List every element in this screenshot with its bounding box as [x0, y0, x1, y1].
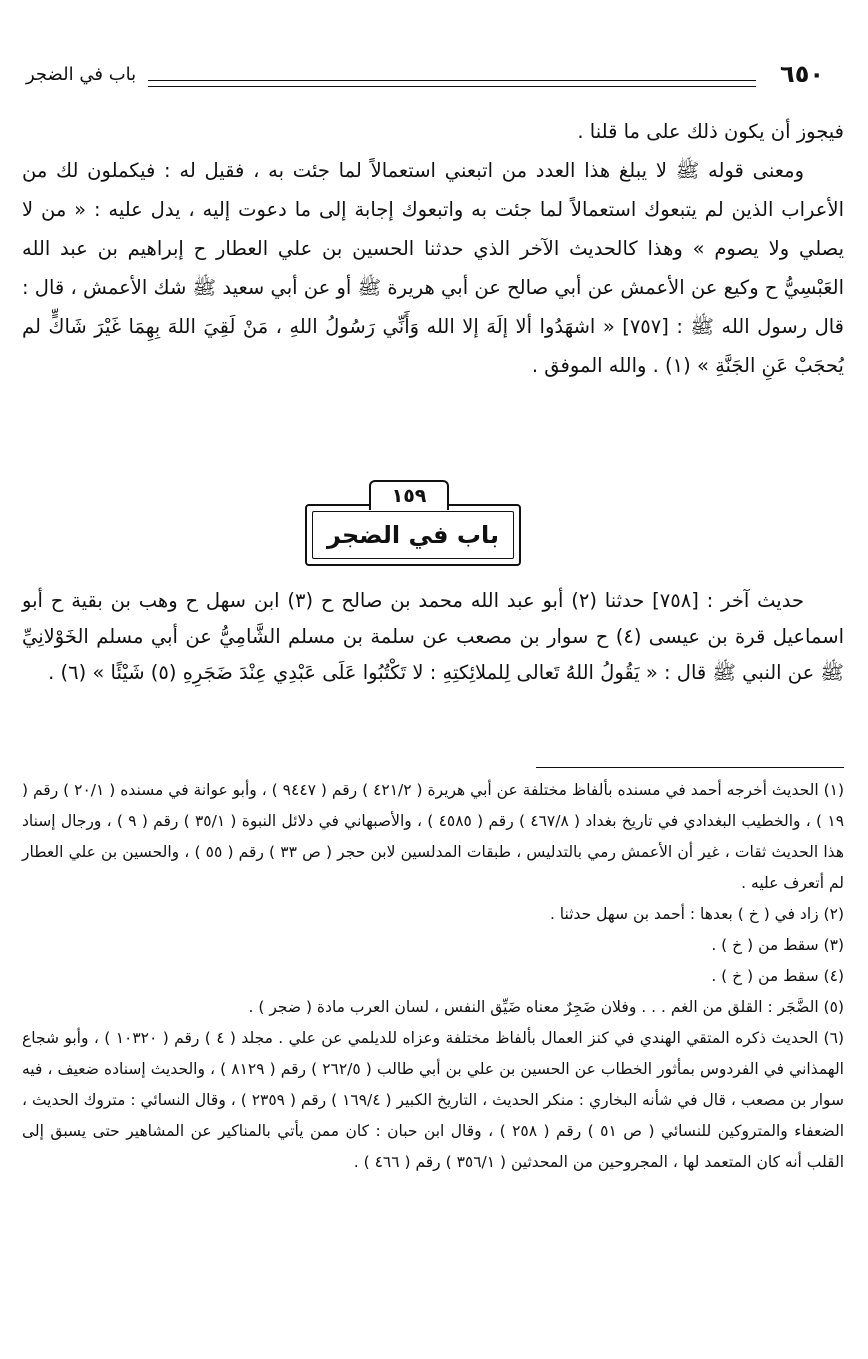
chapter-title-frame: [305, 504, 521, 566]
footnote-separator: [536, 767, 844, 768]
footnotes: [22, 775, 844, 1178]
chapter-title: باب في الضجر: [312, 511, 514, 559]
header-double-rule: [148, 80, 756, 87]
footnote-5: (٥) الضَّجَر : القلق من الغم . . . وفلان ضَجِرٌ معناه ضَيِّق النفس ، لسان العرب مادة ( ضجر ) .: [248, 998, 844, 1016]
footnote-1: (١) الحديث أخرجه أحمد في مسنده بألفاظ مختلفة عن أبي هريرة ( ٤٢١/٢ ) رقم ( ٩٤٤٧ ) ، وأبو عوانة في مسنده ( ٢٠/١ ) رقم ( ١٩ ) ، والخطيب البغدادي في تاريخ بغداد ( ٤٦٧/٨ ) رقم ( ٤٥٨٥ ) ، والأصبهاني في دلائل النبوة ( ٣٥/١ ) رقم ( ٩ ) ، ورجال إسناد هذا الحديث ثقات ، غير أن الأعمش رمي بالتدليس ، طبقات المدلسين لابن حجر ( ص ٣٣ ) رقم ( ٥٥ ) ، والحسين بن علي العطار لم أتعرف عليه .: [22, 781, 845, 892]
page-header: [26, 60, 824, 96]
hadith-paragraph: حديث آخر : [٧٥٨] حدثنا (٢) أبو عبد الله محمد بن صالح ح (٣) ابن سهل ح وهب بن بقية ح أبو اسماعيل قرة بن عيسى (٤) ح سوار بن مصعب عن سلمة بن مسلم الشَّامِيُّ عن أبي مسلم الخَوْلانِيِّ ﷺ عن النبي ﷺ قال : « يَقُولُ اللهُ تَعالى لِلملائِكتِهِ : لا تَكْتُبُوا عَلَى عَبْدِي عِنْدَ ضَجَرِهِ (٥) شَيْئًا » (٦) .: [22, 589, 844, 684]
footnote-6: (٦) الحديث ذكره المتقي الهندي في كنز العمال بألفاظ مختلفة وعزاه للديلمي عن علي . مجلد ( ٤ ) رقم ( ١٠٣٢٠ ) ، وأبو شجاع الهمذاني في الفردوس بمأثور الخطاب عن الحسين بن علي بن أبي طالب ( ٢٦٢/٥ ) رقم ( ٨١٢٩ ) ، والحديث إسناده ضعيف ، فيه سوار بن مصعب ، قال في شأنه البخاري : منكر الحديث ، التاريخ الكبير ( ١٦٩/٤ ) رقم ( ٢٣٥٩ ) ، وقال النسائي : متروك الحديث ، الضعفاء والمتروكين للنسائي ( ص ٥١ ) رقم ( ٢٥٨ ) ، وقال ابن حبان : كان ممن يأتي بالمناكير عن المشاهير حتى يسبق إلى القلب أنه كان المتعمد لها ، المجروحين من المحدثين ( ٣٥٦/١ ) رقم ( ٤٦٦ ) .: [22, 1029, 844, 1171]
footnote-2: (٢) زاد في ( خ ) بعدها : أحمد بن سهل حدثنا .: [549, 905, 844, 923]
running-title: باب في الضجر: [26, 64, 137, 85]
main-text: [22, 112, 844, 385]
footnote-4: (٤) سقط من ( خ ) .: [711, 967, 844, 985]
chapter-number: ١٥٩: [369, 480, 449, 510]
hadith-text: [22, 583, 844, 691]
main-paragraph-2: ومعنى قوله ﷺ لا يبلغ هذا العدد من اتبعني استعمالاً لما جئت به ، فقيل له : فيكملون لك من الأعراب الذين لم يتبعوك استعمالاً لما جئت به واتبعوك إجابة إلى ما دعوت إليه ، يدل عليه : « من لا يصلي ولا يصوم » وهذا كالحديث الآخر الذي حدثنا الحسين بن علي العطار ح إبراهيم بن عبد الله العَبْسِيُّ ح وكيع عن الأعمش عن أبي صالح عن أبي هريرة ﷺ أو عن أبي سعيد ﷺ شك الأعمش ، قال : قال رسول الله ﷺ : [٧٥٧] « اشهَدُوا ألا إلَهَ إلا الله وَأَنِّي رَسُولُ اللهِ ، مَنْ لَقِيَ اللهَ بِهِمَا غَيْرَ شَاكٍّ لم يُحجَبْ عَنِ الجَنَّةِ » (١) . والله الموفق .: [22, 159, 844, 377]
page-number: ٦٥٠: [780, 60, 824, 88]
main-paragraph-1: فيجوز أن يكون ذلك على ما قلنا .: [577, 120, 844, 143]
footnote-3: (٣) سقط من ( خ ) .: [711, 936, 844, 954]
chapter-heading-box: [305, 480, 521, 566]
